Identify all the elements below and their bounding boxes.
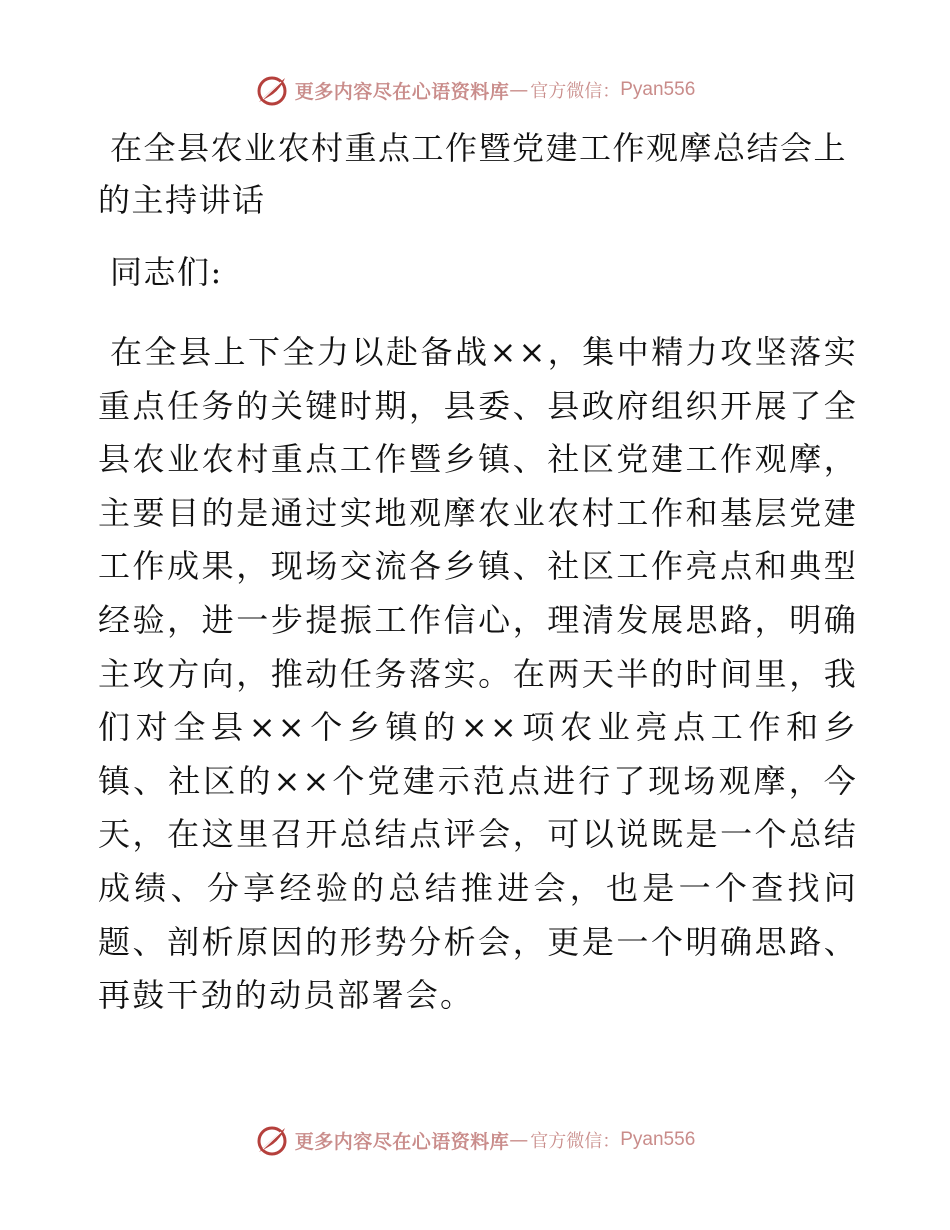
banner-wechat-id: Pyan556	[620, 1129, 696, 1150]
banner-dash: —	[509, 1129, 529, 1151]
header-banner	[0, 68, 950, 112]
banner-sub-text: 官方微信：	[530, 81, 621, 102]
quill-logo-icon	[255, 72, 291, 108]
banner-wechat-id: Pyan556	[620, 79, 696, 100]
banner-dash: —	[509, 79, 529, 101]
banner-main-text: 更多内容尽在心语资料库	[294, 1130, 510, 1153]
banner-main-text: 更多内容尽在心语资料库	[294, 80, 510, 103]
banner-sub-text: 官方微信：	[530, 1131, 621, 1152]
footer-banner	[0, 1118, 950, 1162]
document-body	[98, 122, 858, 1023]
greeting: 同志们:	[110, 253, 223, 291]
document-title: 在全县农业农村重点工作暨党建工作观摩总结会上的主持讲话	[98, 129, 848, 219]
quill-logo-icon	[255, 1122, 291, 1158]
body-paragraph: 在全县上下全力以赴备战××，集中精力攻坚落实重点任务的关键时期，县委、县政府组织开展了全县农业农村重点工作暨乡镇、社区党建工作观摩，主要目的是通过实地观摩农业农村工作和基层党建工作成果，现场交流各乡镇、社区工作亮点和典型经验，进一步提振工作信心，理清发展思路，明确主攻方向，推动任务落实。在两天半的时间里，我们对全县××个乡镇的××项农业亮点工作和乡镇、社区的××个党建示范点进行了现场观摩，今天，在这里召开总结点评会，可以说既是一个总结成绩、分享经验的总结推进会，也是一个查找问题、剖析原因的形势分析会，更是一个明确思路、再鼓干劲的动员部署会。	[98, 333, 858, 1015]
